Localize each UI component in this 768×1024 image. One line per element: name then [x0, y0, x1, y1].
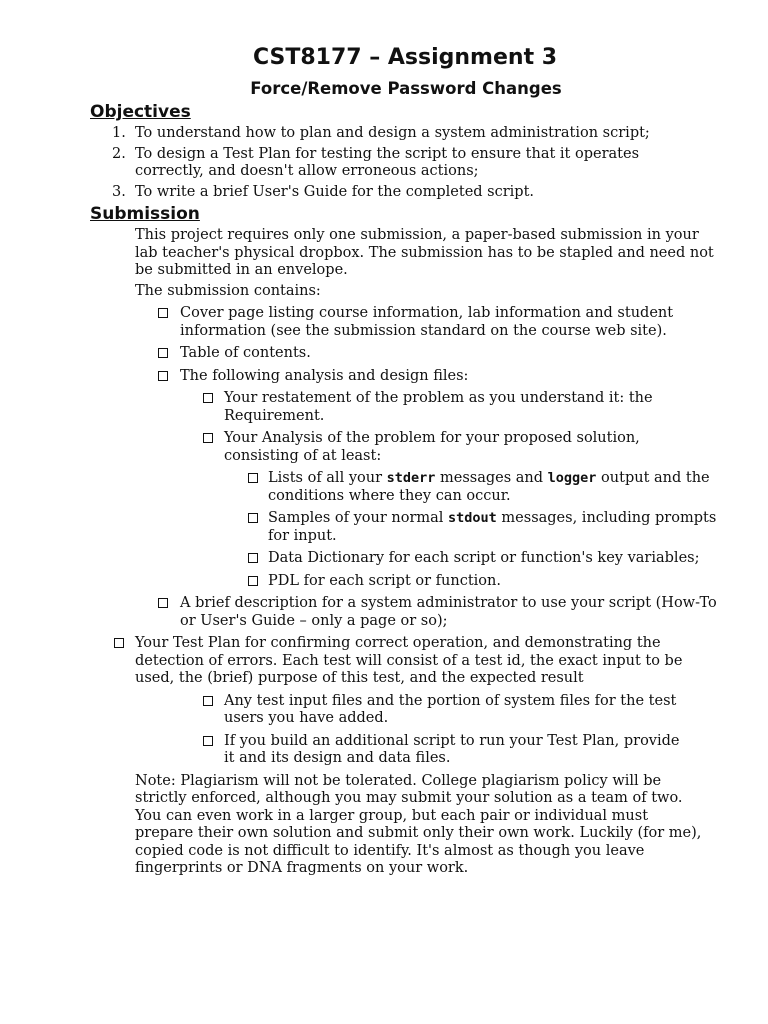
checkbox-icon — [248, 473, 258, 483]
checkbox-icon — [203, 433, 213, 443]
checklist-item-test-plan — [0, 635, 710, 688]
checklist-item-analysis-files — [0, 368, 725, 386]
checklist-item-analysis — [0, 430, 684, 465]
checklist-item-data-dictionary — [0, 550, 718, 568]
checklist-text: Samples of your normal stdout messages, including prompts for input. — [268, 510, 717, 544]
checklist-item-stdout-samples — [0, 510, 718, 545]
checkbox-icon — [158, 348, 168, 358]
code-stderr: stderr — [386, 470, 436, 486]
checklist-item-brief-description — [0, 595, 725, 630]
checklist-item-cover-page — [0, 305, 725, 340]
checklist-text: Data Dictionary for each script or function's key variables; — [268, 550, 700, 566]
objective-text: To understand how to plan and design a system administration script; — [135, 125, 650, 141]
checkbox-icon — [248, 553, 258, 563]
checkbox-icon — [158, 308, 168, 318]
objective-number: 2. — [112, 145, 126, 162]
objective-number: 3. — [112, 183, 126, 200]
checkbox-icon — [114, 638, 124, 648]
checklist-text: Cover page listing course information, lab information and student information (see the submission standard on the course web site). — [180, 305, 674, 339]
checkbox-icon — [158, 371, 168, 381]
checklist-text: Your Test Plan for confirming correct operation, and demonstrating the detection of errors. Each test will consist of a test id, the exact input to be used, the (brief) purpose of this test, and the expected result — [135, 635, 683, 686]
submission-intro: This project requires only one submission, a paper-based submission in your lab teacher's physical dropbox. The submission has to be stapled and need not be submitted in an envelope. — [135, 227, 714, 278]
plagiarism-note: Note: Plagiarism will not be tolerated. College plagiarism policy will be strictly enforced, although you may submit your solution as a team of two. You can even work in a larger group, but each pair or individual must prepare their own solution and submit only their own work. Luckily (for me), copied code is not difficult to identify. It's almost as though you leave fingerprints or DNA fragments on your work. — [135, 772, 702, 876]
checklist-text: Lists of all your stderr messages and logger output and the conditions where they can occur. — [268, 470, 710, 504]
code-logger: logger — [547, 470, 597, 486]
document-body — [0, 102, 768, 881]
checklist-text: Table of contents. — [180, 345, 311, 361]
submission-heading: Submission — [90, 204, 200, 224]
document-title: CST8177 – Assignment 3 — [252, 45, 558, 70]
objectives-heading: Objectives — [90, 102, 191, 122]
checkbox-icon — [248, 576, 258, 586]
checkbox-icon — [203, 393, 213, 403]
objective-number: 1. — [112, 125, 126, 141]
checklist-text: Any test input files and the portion of system files for the test users you have added. — [224, 692, 677, 726]
checkbox-icon — [248, 513, 258, 523]
checklist-text: PDL for each script or function. — [268, 572, 501, 589]
objective-item — [0, 146, 705, 181]
objective-item — [0, 125, 705, 143]
checklist-item-toc — [0, 345, 725, 363]
checklist-item-additional-script — [0, 733, 684, 768]
checklist-item-test-inputs — [0, 693, 684, 728]
checklist-text: Your restatement of the problem as you understand it: the Requirement. — [224, 390, 653, 424]
checklist-text: Your Analysis of the problem for your proposed solution, consisting of at least: — [224, 430, 640, 464]
checklist-item-pdl — [0, 573, 718, 591]
checkbox-icon — [203, 696, 213, 706]
objective-item — [0, 184, 705, 202]
objective-text: To write a brief User's Guide for the completed script. — [135, 183, 535, 200]
checklist-text: The following analysis and design files: — [180, 367, 469, 384]
objective-text: To design a Test Plan for testing the script to ensure that it operates correctly, and doesn't allow erroneous actions; — [135, 145, 640, 179]
code-stdout: stdout — [448, 510, 497, 526]
checklist-item-stderr-lists — [0, 470, 718, 505]
checklist-text: A brief description for a system administrator to use your script (How-To or User's Guide – only a page or so); — [180, 595, 717, 629]
submission-contains: The submission contains: — [135, 282, 321, 299]
checkbox-icon — [203, 736, 213, 746]
checklist-text: If you build an additional script to run your Test Plan, provide it and its design and data files. — [224, 732, 680, 766]
checklist-item-restatement — [0, 390, 684, 425]
checkbox-icon — [158, 598, 168, 608]
document-subtitle: Force/Remove Password Changes — [250, 79, 562, 98]
